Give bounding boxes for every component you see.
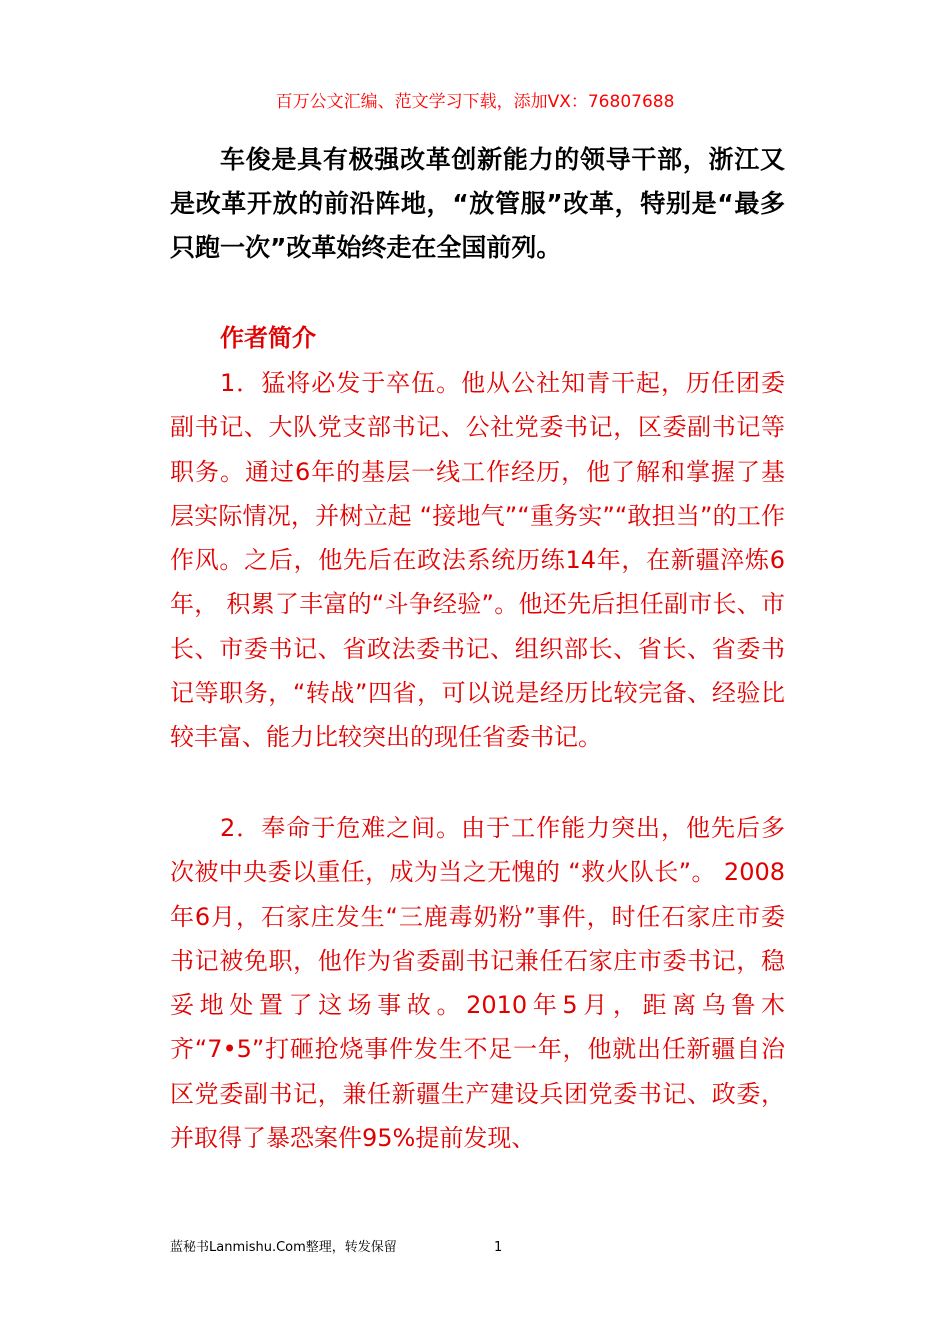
footer-source-text: 蓝秘书Lanmishu.Com整理，转发保留 bbox=[170, 1240, 397, 1255]
intro-paragraph: 车俊是具有极强改革创新能力的领导干部，浙江又是改革开放的前沿阵地，“放管服”改革，特别是“最多只跑一次”改革始终走在全国前列。 bbox=[170, 145, 785, 262]
header-promo-text: 百万公文汇编、范文学习下载，添加VX：76807688 bbox=[275, 92, 675, 112]
footer-page-number: 1 bbox=[494, 1240, 503, 1255]
body-paragraph-1: 1．猛将必发于卒伍。他从公社知青干起，历任团委副书记、大队党支部书记、公社党委书记，区委副书记等职务。通过6年的基层一线工作经历，他了解和掌握了基层实际情况，并树立起 “接地气”“重务实”“敢担当”的工作作风。之后，他先后在政法系统历练14年，在新疆淬炼6年， 积累了丰富的“斗争经验”。他还先后担任副市长、市长、市委书记、省政法委书记、组织部长、省长、省委书记等职务，“转战”四省，可以说是经历比较完备、经验比较丰富、能力比较突出的现任省委书记。 bbox=[170, 369, 785, 752]
body-paragraph-2: 2．奉命于危难之间。由于工作能力突出，他先后多次被中央委以重任，成为当之无愧的 “救火队长”。 2008年6月，石家庄发生“三鹿毒奶粉”事件，时任石家庄市委书记被免职，他作为省委副书记兼任石家庄市委书记，稳妥地处置了这场事故。2010年5月，距离乌鲁木齐“7•5”打砸抢烧事件发生不足一年，他就出任新疆自治区党委副书记，兼任新疆生产建设兵团党委书记、政委，并取得了暴恐案件95%提前发现、 bbox=[170, 814, 785, 1153]
section-title: 作者简介 bbox=[220, 324, 316, 352]
